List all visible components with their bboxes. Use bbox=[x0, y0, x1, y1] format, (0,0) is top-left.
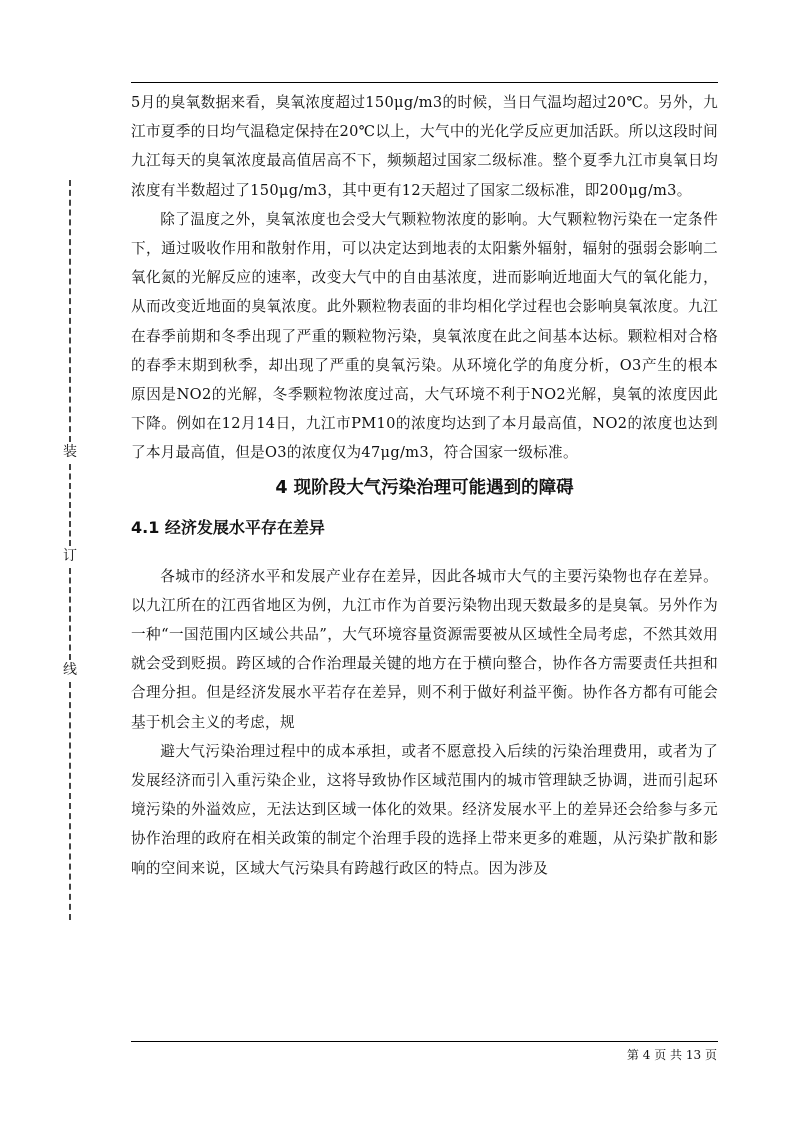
document-body bbox=[131, 88, 718, 883]
binding-dash bbox=[69, 682, 71, 920]
footer-prefix: 第 bbox=[626, 1048, 639, 1062]
header-rule bbox=[131, 82, 718, 83]
paragraph: 5月的臭氧数据来看，臭氧浓度超过150μg/m3的时候，当日气温均超过20℃。另外，九江市夏季的日均气温稳定保持在20℃以上，大气中的光化学反应更加活跃。所以这段时间九江每天的臭氧浓度最高值居高不下，频频超过国家二级标准。整个夏季九江市臭氧日均浓度有半数超过了150μg/m3，其中更有12天超过了国家二级标准，即200μg/m3。 bbox=[131, 94, 718, 199]
binding-char-ding: 订 bbox=[63, 548, 77, 564]
binding-char-zhuang: 装 bbox=[63, 444, 77, 460]
binding-dash bbox=[69, 180, 71, 442]
paragraph: 避大气污染治理过程中的成本承担，或者不愿意投入后续的污染治理费用，或者为了发展经济而引入重污染企业，这将导致协作区域范围内的城市管理缺乏协调，进而引起环境污染的外溢效应，无法达到区域一体化的效果。经济发展水平上的差异还会给参与多元协作治理的政府在相关政策的制定个治理手段的选择上带来更多的难题，从污染扩散和影响的空间来说，区域大气污染具有跨越行政区的特点。因为涉及 bbox=[131, 742, 718, 877]
footer-mid: 页 共 bbox=[654, 1048, 683, 1062]
footer-rule bbox=[131, 1041, 718, 1042]
binding-line bbox=[62, 180, 78, 920]
binding-dash bbox=[69, 464, 71, 546]
paragraph: 除了温度之外，臭氧浓度也会受大气颗粒物浓度的影响。大气颗粒物污染在一定条件下，通过吸收作用和散射作用，可以决定达到地表的太阳紫外辐射，辐射的强弱会影响二氧化氮的光解反应的速率，改变大气中的自由基浓度，进而影响近地面大气的氧化能力，从而改变近地面的臭氧浓度。此外颗粒物表面的非均相化学过程也会影响臭氧浓度。九江在春季前期和冬季出现了严重的颗粒物污染，臭氧浓度在此之间基本达标。颗粒相对合格的春季末期到秋季，却出现了严重的臭氧污染。从环境化学的角度分析，O3产生的根本原因是NO2的光解，冬季颗粒物浓度过高，大气环境不利于NO2光解，臭氧的浓度因此下降。例如在12月14日，九江市PM10的浓度均达到了本月最高值，NO2的浓度也达到了本月最高值，但是O3的浓度仅为47μg/m3，符合国家一级标准。 bbox=[131, 210, 718, 462]
page-number: 4 bbox=[642, 1048, 651, 1062]
page-footer bbox=[627, 1047, 717, 1063]
binding-char-xian: 线 bbox=[63, 662, 77, 678]
footer-suffix: 页 bbox=[704, 1048, 717, 1062]
subsection-heading: 4.1 经济发展水平存在差异 bbox=[131, 517, 325, 537]
paragraph: 各城市的经济水平和发展产业存在差异，因此各城市大气的主要污染物也存在差异。以九江所在的江西省地区为例，九江市作为首要污染物出现天数最多的是臭氧。另外作为一种“一国范围内区域公共品”，大气环境容量资源需要被从区域性全局考虑，不然其效用就会受到贬损。跨区域的合作治理最关键的地方在于横向整合，协作各方需要责任共担和合理分担。但是经济发展水平若存在差异，则不利于做好利益平衡。协作各方都有可能会基于机会主义的考虑，规 bbox=[131, 567, 718, 731]
binding-dash bbox=[69, 568, 71, 660]
section-heading: 4 现阶段大气污染治理可能遇到的障碍 bbox=[275, 477, 574, 498]
total-pages: 13 bbox=[685, 1048, 702, 1062]
